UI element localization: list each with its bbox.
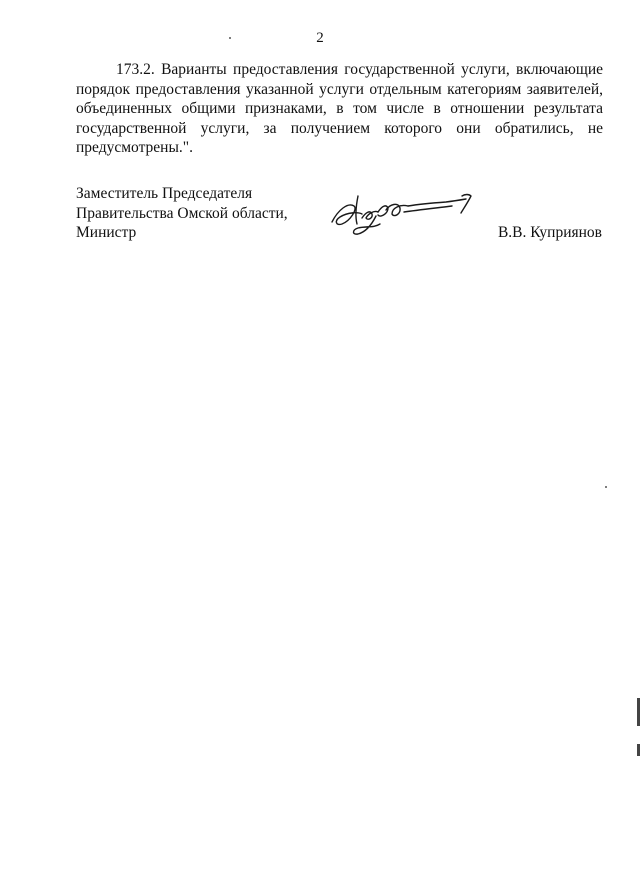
handwritten-signature bbox=[328, 188, 478, 240]
signer-name: В.В. Куприянов bbox=[497, 224, 602, 241]
position-line: Заместитель Председателя bbox=[76, 185, 253, 202]
position-line: Правительства Омской области, bbox=[76, 204, 288, 222]
scan-artifact bbox=[605, 486, 607, 488]
signatory-position bbox=[76, 184, 288, 243]
paragraph-line: предусмотрены.". bbox=[76, 139, 193, 156]
paragraph-line: объединенных общими признаками, в том числе в отношении результата bbox=[76, 100, 603, 117]
paragraph-173-2 bbox=[76, 60, 603, 158]
paragraph-line: государственной услуги, за получением которого они обратились, не bbox=[76, 119, 603, 137]
paragraph-line: порядок предоставления указанной услуги отдельным категориям заявителей, bbox=[76, 80, 603, 98]
scan-artifact bbox=[229, 37, 231, 39]
position-line: Министр bbox=[76, 224, 137, 241]
page-number: 2 bbox=[316, 30, 324, 46]
paragraph-line: 173.2. Варианты предоставления государственной услуги, включающие bbox=[116, 61, 603, 78]
